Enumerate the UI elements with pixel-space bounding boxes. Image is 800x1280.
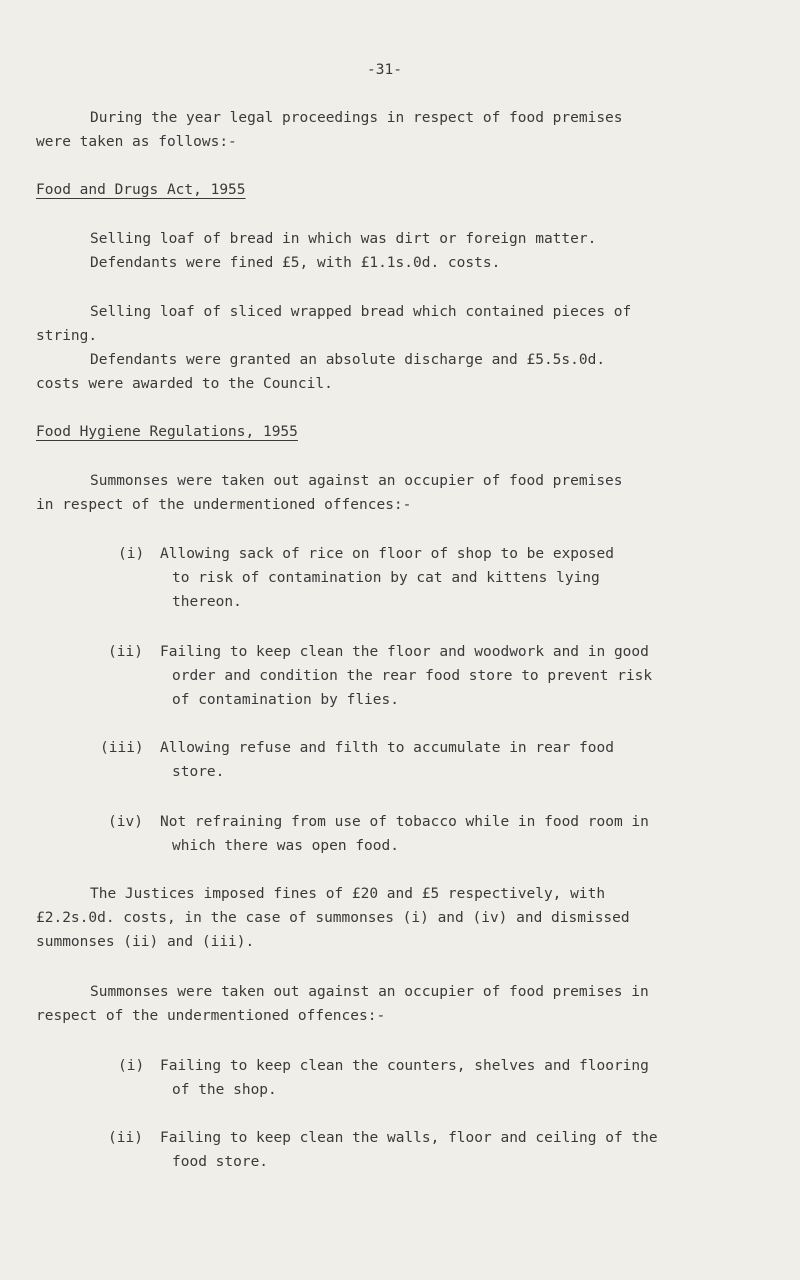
summons1-intro-line-1: Summonses were taken out against an occupier of food premises <box>90 473 623 489</box>
offence2-i-line-2: of the shop. <box>172 1082 277 1098</box>
result1-line-3: summonses (ii) and (iii). <box>36 934 255 950</box>
case2-line-2: string. <box>36 328 98 344</box>
summons2-intro-line-2: respect of the undermentioned offences:- <box>36 1008 386 1024</box>
offence1-ii-number: (ii) <box>108 644 143 660</box>
offence1-iii-line-1: Allowing refuse and filth to accumulate in rear food <box>160 740 614 756</box>
offence1-ii-line-3: of contamination by flies. <box>172 692 399 708</box>
offence2-i-line-1: Failing to keep clean the counters, shelves and flooring <box>160 1058 649 1074</box>
heading-food-drugs-act: Food and Drugs Act, 1955 <box>36 182 246 198</box>
case2-line-1: Selling loaf of sliced wrapped bread which contained pieces of <box>90 304 632 320</box>
offence2-ii-line-1: Failing to keep clean the walls, floor and ceiling of the <box>160 1130 658 1146</box>
page-number: -31- <box>367 62 402 78</box>
offence1-iv-line-1: Not refraining from use of tobacco while in food room in <box>160 814 649 830</box>
offence1-i-line-1: Allowing sack of rice on floor of shop to be exposed <box>160 546 614 562</box>
offence2-i-number: (i) <box>118 1058 145 1074</box>
summons2-intro-line-1: Summonses were taken out against an occupier of food premises in <box>90 984 649 1000</box>
case2-line-4: costs were awarded to the Council. <box>36 376 333 392</box>
offence1-iv-number: (iv) <box>108 814 143 830</box>
offence1-i-line-3: thereon. <box>172 594 242 610</box>
case1-line-2: Defendants were fined £5, with £1.1s.0d. costs. <box>90 255 501 271</box>
heading-food-hygiene: Food Hygiene Regulations, 1955 <box>36 424 298 440</box>
case2-line-3: Defendants were granted an absolute discharge and £5.5s.0d. <box>90 352 606 368</box>
offence1-ii-line-1: Failing to keep clean the floor and woodwork and in good <box>160 644 649 660</box>
offence1-iii-number: (iii) <box>100 740 144 756</box>
offence2-ii-number: (ii) <box>108 1130 143 1146</box>
offence1-i-line-2: to risk of contamination by cat and kittens lying <box>172 570 600 586</box>
offence1-i-number: (i) <box>118 546 145 562</box>
intro-line-2: were taken as follows:- <box>36 134 237 150</box>
summons1-intro-line-2: in respect of the undermentioned offences:- <box>36 497 412 513</box>
offence1-iii-line-2: store. <box>172 764 225 780</box>
case1-line-1: Selling loaf of bread in which was dirt or foreign matter. <box>90 231 597 247</box>
result1-line-1: The Justices imposed fines of £20 and £5 respectively, with <box>90 886 606 902</box>
intro-line-1: During the year legal proceedings in respect of food premises <box>90 110 623 126</box>
offence2-ii-line-2: food store. <box>172 1154 269 1170</box>
offence1-ii-line-2: order and condition the rear food store to prevent risk <box>172 668 653 684</box>
offence1-iv-line-2: which there was open food. <box>172 838 399 854</box>
result1-line-2: £2.2s.0d. costs, in the case of summonses (i) and (iv) and dismissed <box>36 910 630 926</box>
